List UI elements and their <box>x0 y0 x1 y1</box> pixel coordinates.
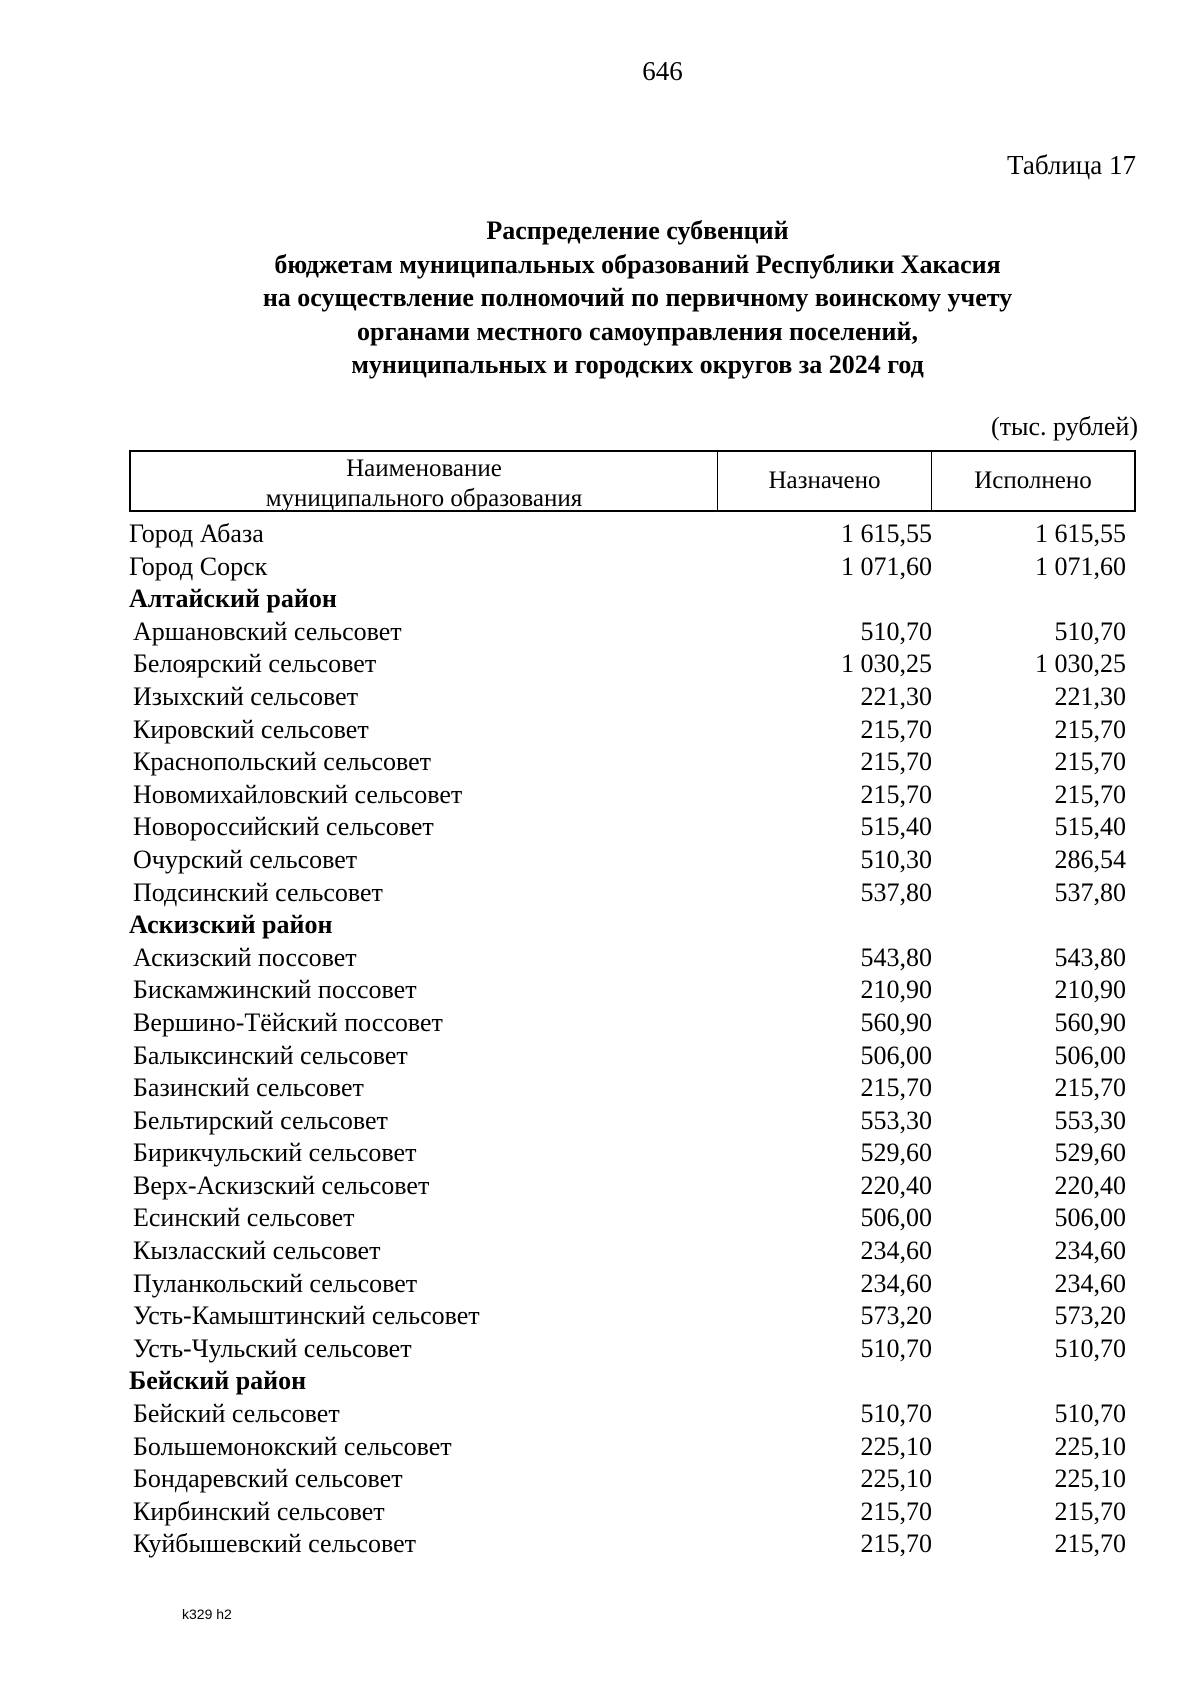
row-assigned-value: 1 071,60 <box>841 551 932 581</box>
row-executed-value: 215,70 <box>1054 779 1126 809</box>
table-body <box>129 518 1136 1561</box>
row-assigned-value: 215,70 <box>860 1496 932 1526</box>
table-row <box>129 746 1136 779</box>
row-executed-value: 560,90 <box>1054 1007 1126 1037</box>
row-name: Новомихайловский сельсовет <box>133 779 463 809</box>
row-executed-value: 234,60 <box>1054 1268 1126 1298</box>
row-assigned-value: 215,70 <box>860 1073 932 1103</box>
table-row <box>129 974 1136 1007</box>
row-name: Есинский сельсовет <box>133 1203 355 1233</box>
header-assigned-cell: Назначено <box>718 452 932 510</box>
row-executed-value: 506,00 <box>1054 1203 1126 1233</box>
table-row <box>129 714 1136 747</box>
row-name: Бельтирский сельсовет <box>133 1105 388 1135</box>
table-row <box>129 779 1136 812</box>
row-executed-value: 220,40 <box>1054 1170 1126 1200</box>
district-row <box>129 909 1136 942</box>
table-row <box>129 1170 1136 1203</box>
header-name-line1: Наименование <box>346 455 502 482</box>
row-executed-value: 1 071,60 <box>1035 551 1126 581</box>
row-name: Усть-Камыштинский сельсовет <box>133 1301 480 1331</box>
table-row <box>129 1528 1136 1561</box>
row-executed-value: 286,54 <box>1054 844 1126 874</box>
row-assigned-value: 573,20 <box>860 1301 932 1331</box>
row-name: Белоярский сельсовет <box>133 649 377 679</box>
page-number: 646 <box>642 56 683 86</box>
title-line: бюджетам муниципальных образований Республики Хакасия <box>274 249 1001 279</box>
row-name: Усть-Чульский сельсовет <box>133 1333 412 1363</box>
row-assigned-value: 215,70 <box>860 747 932 777</box>
row-assigned-value: 215,70 <box>860 714 932 744</box>
row-name: Пуланкольский сельсовет <box>133 1268 418 1298</box>
row-executed-value: 510,70 <box>1054 1399 1126 1429</box>
units-label: (тыс. рублей) <box>990 412 1138 441</box>
table-row <box>129 1105 1136 1138</box>
row-assigned-value: 234,60 <box>860 1268 932 1298</box>
row-executed-value: 215,70 <box>1054 1529 1126 1559</box>
row-executed-value: 225,10 <box>1054 1464 1126 1494</box>
row-executed-value: 215,70 <box>1054 1073 1126 1103</box>
row-executed-value: 537,80 <box>1054 877 1126 907</box>
table-header <box>129 450 1136 512</box>
row-name: Очурский сельсовет <box>133 844 358 874</box>
row-name: Аскизский поссовет <box>133 942 357 972</box>
row-assigned-value: 234,60 <box>860 1236 932 1266</box>
row-name: Вершино-Тёйский поссовет <box>133 1007 443 1037</box>
footer-code: k329 h2 <box>182 1606 232 1622</box>
table-row <box>129 1007 1136 1040</box>
table-row <box>129 1040 1136 1073</box>
row-executed-value: 1 615,55 <box>1035 519 1126 548</box>
row-name: Куйбышевский сельсовет <box>133 1529 416 1559</box>
row-executed-value: 215,70 <box>1054 714 1126 744</box>
table-row <box>129 1268 1136 1301</box>
row-name: Город Абаза <box>129 519 264 548</box>
row-name: Бейский район <box>129 1366 307 1396</box>
row-name: Краснопольский сельсовет <box>133 747 432 777</box>
document-title <box>0 214 1200 382</box>
table-row <box>129 1496 1136 1529</box>
header-executed-cell: Исполнено <box>974 467 1092 494</box>
title-line: на осуществление полномочий по первичному воинскому учету <box>262 283 1013 312</box>
row-assigned-value: 215,70 <box>860 779 932 809</box>
row-executed-value: 553,30 <box>1054 1105 1126 1135</box>
table-row <box>129 1235 1136 1268</box>
table-row <box>129 942 1136 975</box>
title-line: Распределение субвенций <box>486 216 789 245</box>
row-assigned-value: 510,70 <box>860 616 932 646</box>
row-name: Алтайский район <box>129 584 337 614</box>
row-name: Большемонокский сельсовет <box>133 1431 452 1461</box>
row-assigned-value: 506,00 <box>860 1040 932 1070</box>
row-assigned-value: 560,90 <box>860 1007 932 1037</box>
row-assigned-value: 529,60 <box>860 1138 932 1168</box>
row-executed-value: 573,20 <box>1054 1301 1126 1331</box>
row-executed-value: 210,90 <box>1054 975 1126 1005</box>
table-row <box>129 616 1136 649</box>
district-row <box>129 583 1136 616</box>
row-assigned-value: 543,80 <box>860 942 932 972</box>
row-name: Город Сорск <box>129 551 268 581</box>
row-executed-value: 1 030,25 <box>1035 649 1126 679</box>
row-assigned-value: 553,30 <box>860 1105 932 1135</box>
row-name: Базинский сельсовет <box>133 1073 364 1103</box>
row-name: Изыхский сельсовет <box>133 681 359 711</box>
title-line: муниципальных и городских округов за 2024 год <box>351 350 924 379</box>
row-name: Бондаревский сельсовет <box>133 1464 403 1494</box>
row-name: Аскизский район <box>129 910 333 940</box>
row-name: Верх-Аскизский сельсовет <box>133 1170 430 1200</box>
row-name: Подсинский сельсовет <box>133 877 383 907</box>
row-name: Кировский сельсовет <box>133 714 369 744</box>
table-row <box>129 877 1136 910</box>
table-row <box>129 811 1136 844</box>
row-executed-value: 506,00 <box>1054 1040 1126 1070</box>
table-row <box>129 551 1136 584</box>
row-assigned-value: 515,40 <box>860 812 932 842</box>
row-name: Новороссийский сельсовет <box>133 812 434 842</box>
table-row <box>129 681 1136 714</box>
row-assigned-value: 510,30 <box>860 844 932 874</box>
table-row <box>129 1463 1136 1496</box>
row-name: Кызласский сельсовет <box>133 1236 381 1266</box>
header-name-line2: муниципального образования <box>265 485 583 512</box>
table-row <box>129 1398 1136 1431</box>
table-row <box>129 1137 1136 1170</box>
table-row <box>129 648 1136 681</box>
table-row <box>129 518 1136 551</box>
row-assigned-value: 225,10 <box>860 1431 932 1461</box>
row-assigned-value: 221,30 <box>860 681 932 711</box>
table-row <box>129 1202 1136 1235</box>
row-assigned-value: 225,10 <box>860 1464 932 1494</box>
table-row <box>129 1072 1136 1105</box>
row-name: Бейский сельсовет <box>133 1399 340 1429</box>
row-executed-value: 215,70 <box>1054 1496 1126 1526</box>
row-assigned-value: 220,40 <box>860 1170 932 1200</box>
row-name: Аршановский сельсовет <box>133 616 402 646</box>
row-assigned-value: 537,80 <box>860 877 932 907</box>
row-name: Бирикчульский сельсовет <box>133 1138 417 1168</box>
table-row <box>129 1333 1136 1366</box>
row-executed-value: 515,40 <box>1054 812 1126 842</box>
table-label: Таблица 17 <box>1007 150 1136 180</box>
row-assigned-value: 1 030,25 <box>841 649 932 679</box>
table-row <box>129 844 1136 877</box>
row-executed-value: 225,10 <box>1054 1431 1126 1461</box>
row-executed-value: 529,60 <box>1054 1138 1126 1168</box>
title-line: органами местного самоуправления поселений, <box>357 316 918 346</box>
row-executed-value: 215,70 <box>1054 747 1126 777</box>
table-row <box>129 1300 1136 1333</box>
row-executed-value: 221,30 <box>1054 681 1126 711</box>
row-executed-value: 510,70 <box>1054 616 1126 646</box>
row-name: Балыксинский сельсовет <box>133 1040 408 1070</box>
row-name: Кирбинский сельсовет <box>133 1496 385 1526</box>
header-name-cell <box>131 452 718 510</box>
row-executed-value: 234,60 <box>1054 1236 1126 1266</box>
row-assigned-value: 510,70 <box>860 1333 932 1363</box>
row-assigned-value: 510,70 <box>860 1399 932 1429</box>
row-executed-value: 543,80 <box>1054 942 1126 972</box>
row-assigned-value: 1 615,55 <box>841 519 932 548</box>
row-assigned-value: 215,70 <box>860 1529 932 1559</box>
row-assigned-value: 506,00 <box>860 1203 932 1233</box>
district-row <box>129 1365 1136 1398</box>
table-row <box>129 1431 1136 1464</box>
row-executed-value: 510,70 <box>1054 1333 1126 1363</box>
row-assigned-value: 210,90 <box>860 975 932 1005</box>
row-name: Бискамжинский поссовет <box>133 975 417 1005</box>
